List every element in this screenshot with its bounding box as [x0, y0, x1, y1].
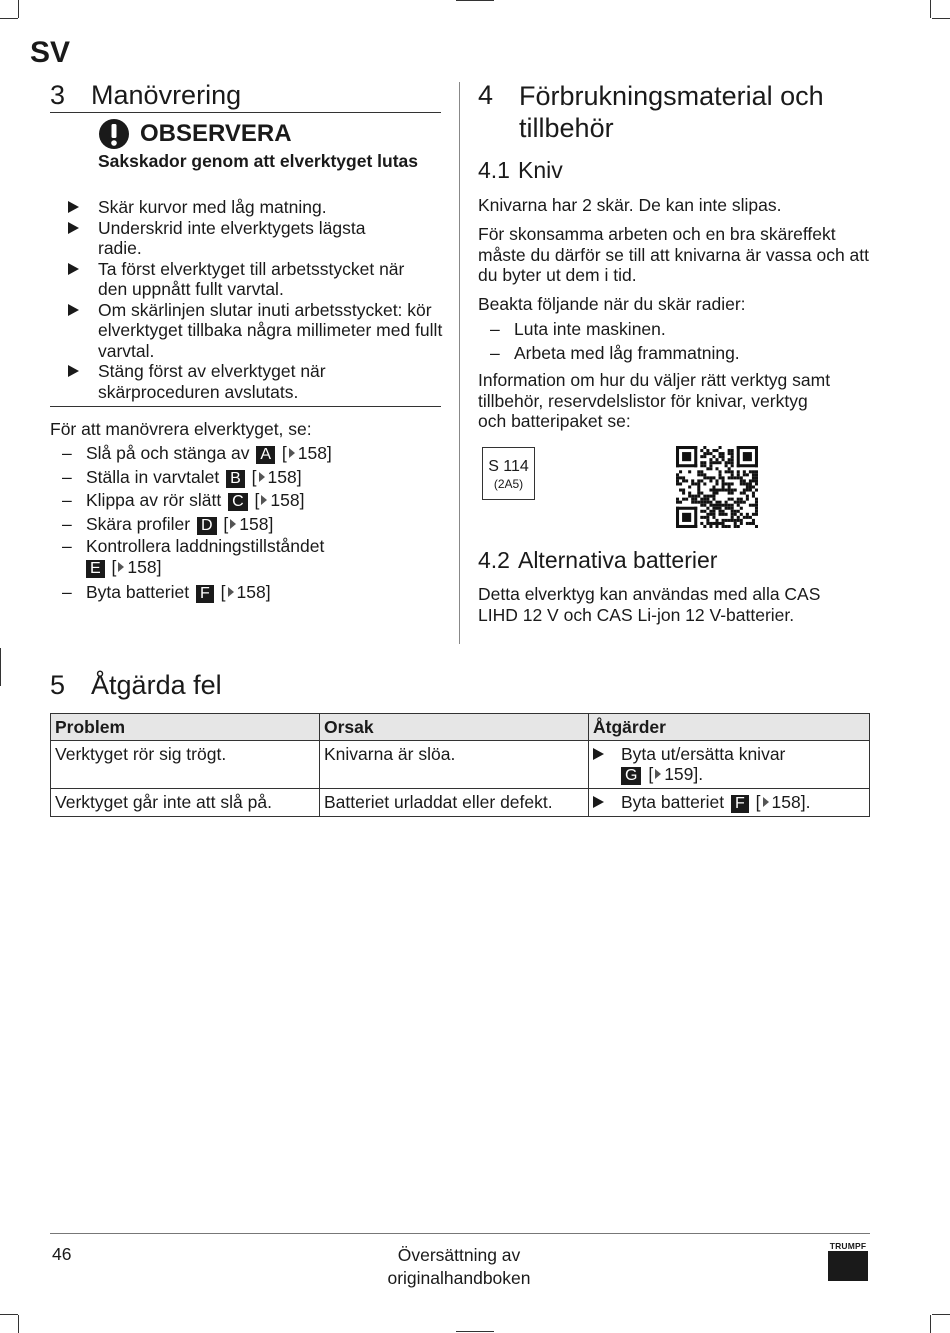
page-ref[interactable]: 158] [297, 443, 332, 463]
column-header: Åtgärder [589, 714, 870, 741]
column-header: Orsak [320, 714, 589, 741]
list-item: – Arbeta med låg frammatning. [490, 343, 740, 363]
section-number: 3 [50, 80, 66, 110]
figure-box: G [621, 767, 641, 785]
table-row [51, 741, 870, 789]
section-number: 5 [50, 670, 66, 700]
column-divider [459, 82, 460, 644]
notice-header [98, 118, 292, 150]
page-number: 46 [52, 1244, 72, 1264]
code-sub: (2A5) [493, 477, 524, 491]
subsection-4-2-heading: 4.2 Alternativa batterier [478, 547, 718, 573]
code-box [482, 447, 535, 500]
language-code: SV [30, 36, 71, 69]
knife-dash-list [478, 317, 740, 365]
section-number: 4 [478, 80, 494, 110]
list-item: – Skära profiler D [ 158] [62, 513, 274, 534]
figure-box: F [196, 585, 214, 603]
figure-box: D [197, 517, 217, 535]
figure-box: B [226, 470, 245, 488]
knife-paragraph-4: Information om hur du väljer rätt verktyg samt tillbehör, reservdelslistor för knivar, verktyg och batteripaket se: [478, 370, 831, 431]
battery-paragraph: Detta elverktyg kan användas med alla CAS LIHD 12 V och CAS Li-jon 12 V-batterier. [478, 584, 821, 625]
warning-icon [98, 118, 130, 150]
page-ref[interactable]: 158] [127, 556, 162, 577]
knife-paragraph-2: För skonsamma arbeten och en bra skäreffekt måste du därför se till att knivarna är vassa och att du byter ut dem i tid. [478, 224, 870, 285]
section-title: Manövrering [91, 80, 242, 110]
page-ref[interactable]: 158] [239, 513, 274, 534]
bullet-arrow-icon [68, 365, 79, 377]
figure-box: F [731, 795, 749, 813]
page-ref-icon [763, 797, 769, 807]
page-ref-icon [655, 769, 661, 779]
page-ref-icon [228, 587, 234, 597]
list-item: – Slå på och stänga av A [ 158] [62, 443, 332, 463]
notice-bullet: Stäng först av elverktyget när skärproceduren avslutats. [50, 361, 358, 402]
trumpf-logo: TRUMPF [828, 1241, 868, 1281]
cause-cell: Knivarna är slöa. [320, 741, 589, 789]
table-row [51, 789, 870, 817]
figure-box: A [256, 446, 275, 464]
page-ref-icon [289, 448, 295, 458]
figure-box: C [228, 493, 248, 511]
problem-cell: Verktyget rör sig trögt. [51, 741, 320, 789]
action-cell: Byta ut/ersätta knivar G [ 159]. [589, 741, 870, 789]
figure-box: E [86, 560, 105, 578]
page-ref[interactable]: 158] [236, 581, 271, 602]
operate-list [50, 442, 440, 604]
notice-bullet: Skär kurvor med låg matning. [50, 197, 445, 218]
bullet-arrow-icon [68, 201, 79, 213]
notice-rule [50, 406, 441, 407]
knife-paragraph-1: Knivarna har 2 skär. De kan inte slipas. [478, 195, 782, 215]
page-ref-icon [261, 495, 267, 505]
notice-bullet-list [50, 197, 445, 402]
notice-bullet: Underskrid inte elverktygets lägsta radie. [50, 218, 408, 259]
notice-bullet: Ta först elverktyget till arbetsstycket när den uppnått fullt varvtal. [50, 259, 408, 300]
table-header-row [51, 714, 870, 741]
section-3-heading [50, 80, 241, 111]
cause-cell: Batteriet urladdat eller defekt. [320, 789, 589, 817]
list-item: – Klippa av rör slätt C [ 158] [62, 490, 305, 510]
list-item: – Byta batteriet F [ 158] [62, 581, 271, 602]
troubleshooting-table [50, 713, 870, 817]
section-5-heading [50, 670, 222, 701]
code-main: S 114 [488, 458, 529, 475]
footer-rule [50, 1233, 870, 1234]
problem-cell: Verktyget går inte att slå på. [51, 789, 320, 817]
list-item: – Kontrollera laddningstillståndet E [ 158] [62, 536, 325, 577]
qr-code-icon[interactable] [676, 446, 758, 528]
footer-title: Översättning av originalhandboken [387, 1245, 531, 1288]
page-ref-icon [118, 562, 124, 572]
action-cell: Byta batteriet F [ 158]. [589, 789, 870, 817]
operate-intro: För att manövrera elverktyget, se: [50, 419, 312, 439]
knife-paragraph-3: Beakta följande när du skär radier: [478, 294, 746, 314]
section-title: Förbrukningsmaterial och tillbehör [519, 81, 824, 143]
page-ref[interactable]: 158] [270, 490, 305, 510]
notice-label: OBSERVERA [140, 120, 292, 147]
bullet-arrow-icon [593, 796, 604, 808]
list-item: – Luta inte maskinen. [490, 319, 666, 339]
section-rule [50, 112, 441, 113]
section-4-heading [478, 80, 824, 144]
page-ref[interactable]: 159]. [664, 764, 704, 784]
notice-subtitle: Sakskador genom att elverktyget lutas [98, 151, 418, 171]
notice-bullet: Om skärlinjen slutar inuti arbetsstycket: kör elverktyget tillbaka några millimeter med fullt varvtal. [50, 300, 445, 362]
bullet-arrow-icon [68, 263, 79, 275]
page-ref-icon [230, 519, 236, 529]
list-item: – Ställa in varvtalet B [ 158] [62, 466, 302, 487]
bullet-arrow-icon [593, 748, 604, 760]
column-header: Problem [51, 714, 320, 741]
bullet-arrow-icon [68, 304, 79, 316]
section-title: Åtgärda fel [91, 670, 222, 700]
page-ref[interactable]: 158]. [771, 792, 811, 812]
subsection-4-1-heading: 4.1 Kniv [478, 157, 563, 183]
bullet-arrow-icon [68, 222, 79, 234]
page-ref-icon [259, 472, 265, 482]
page-ref[interactable]: 158] [267, 466, 302, 487]
